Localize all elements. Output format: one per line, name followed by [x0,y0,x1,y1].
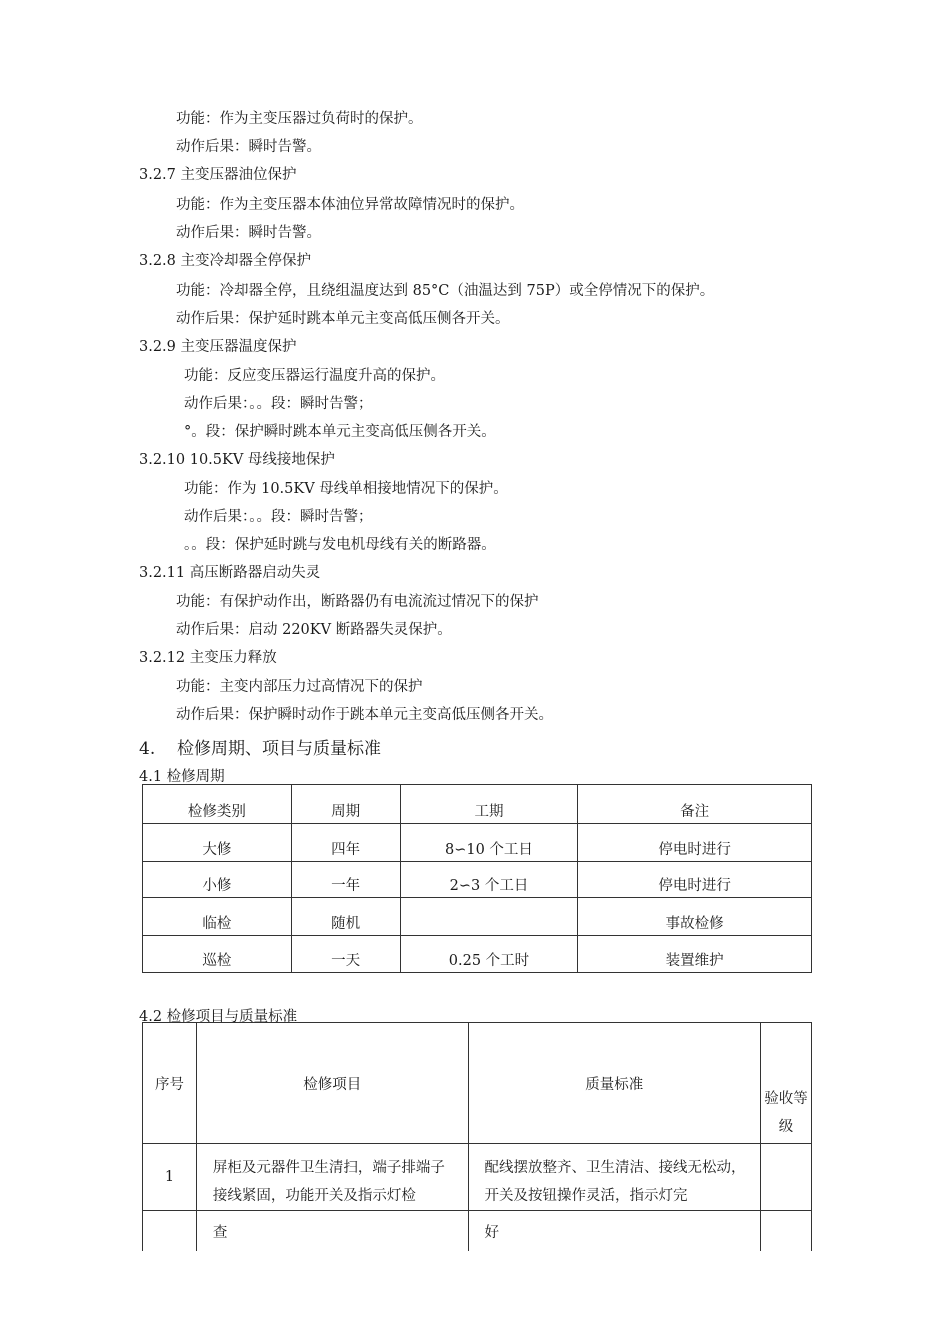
section-4-number: 4. [139,739,156,759]
table-row [143,1211,812,1252]
row-number: 1 [143,1144,197,1211]
section-3-2-8-heading: 3.2.8 主变冷却器全停保护 [139,253,312,269]
header-cell: 检修类别 [143,785,292,824]
text-line-11: 动作后果：。。段：瞬时告警； [184,396,373,412]
header-cell: 备注 [578,785,812,824]
table-cell: 2∽3 个工日 [400,862,578,898]
header-cell: 质量标准 [468,1023,761,1144]
text-line-5: 动作后果：瞬时告警。 [176,225,321,241]
text-line-1: 功能：作为主变压器过负荷时的保护。 [176,111,423,127]
table-row [143,824,812,862]
text-line-14: 功能：作为 10.5KV 母线单相接地情况下的保护。 [184,481,508,497]
table-cell: 临检 [143,898,292,936]
table-header-row [143,785,812,824]
text-line-10: 功能：反应变压器运行温度升高的保护。 [184,368,445,384]
table1-caption: 4.1 检修周期 [139,769,225,785]
table-header-row [143,1023,812,1144]
table-cell: 随机 [291,898,400,936]
maintenance-items-table [142,1022,812,1251]
text-line-4: 功能：作为主变压器本体油位异常故障情况时的保护。 [176,197,524,213]
table-cell: 停电时进行 [578,824,812,862]
header-cell: 周期 [291,785,400,824]
text-line-7: 功能：冷却器全停，且绕组温度达到 85°C（油温达到 75P）或全停情况下的保护。 [176,283,715,299]
table-cell: 一天 [291,936,400,973]
maintenance-cycle-table [142,784,812,973]
section-3-2-12-heading: 3.2.12 主变压力释放 [139,650,277,666]
table2-caption: 4.2 检修项目与质量标准 [139,1009,298,1025]
table-cell: 大修 [143,824,292,862]
text-line-12: °。段：保护瞬时跳本单元主变高低压侧各开关。 [184,424,496,440]
text-line-15: 动作后果：。。段：瞬时告警； [184,509,373,525]
table-row [143,898,812,936]
table-cell: 事故检修 [578,898,812,936]
section-3-2-11-heading: 3.2.11 高压断路器启动失灵 [139,565,321,581]
text-line-22: 动作后果：保护瞬时动作于跳本单元主变高低压侧各开关。 [176,707,553,723]
text-line-16: 。。段：保护延时跳与发电机母线有关的断路器。 [184,537,496,553]
acceptance-cell [761,1144,812,1211]
text-line-18: 功能：有保护动作出，断路器仍有电流流过情况下的保护 [176,594,539,610]
item-cell: 屏柜及元器件卫生清扫，端子排端子接线紧固，功能开关及指示灯检 [196,1144,468,1211]
table-cell [400,898,578,936]
table-row [143,862,812,898]
table-row [143,936,812,973]
table-cell: 一年 [291,862,400,898]
item-cell: 查 [196,1211,468,1252]
table-cell: 停电时进行 [578,862,812,898]
section-3-2-9-heading: 3.2.9 主变压器温度保护 [139,339,297,355]
text-line-19: 动作后果：启动 220KV 断路器失灵保护。 [176,622,452,638]
text-line-2: 动作后果：瞬时告警。 [176,139,321,155]
table-cell: 装置维护 [578,936,812,973]
table-cell [143,1211,197,1252]
section-4-heading [139,734,381,759]
table-cell: 8∽10 个工日 [400,824,578,862]
table-cell: 0.25 个工时 [400,936,578,973]
standard-cell: 配线摆放整齐、卫生清洁、接线无松动，开关及按钮操作灵活，指示灯完 [468,1144,761,1211]
table-cell: 巡检 [143,936,292,973]
text-line-8: 动作后果：保护延时跳本单元主变高低压侧各开关。 [176,311,510,327]
table-cell: 四年 [291,824,400,862]
section-3-2-10-heading: 3.2.10 10.5KV 母线接地保护 [139,452,335,468]
table-cell: 小修 [143,862,292,898]
section-3-2-7-heading: 3.2.7 主变压器油位保护 [139,167,297,183]
standard-cell: 好 [468,1211,761,1252]
table-row [143,1144,812,1211]
header-cell: 验收等级 [761,1023,812,1144]
text-line-21: 功能：主变内部压力过高情况下的保护 [176,679,423,695]
section-4-title: 检修周期、项目与质量标准 [177,739,381,759]
acceptance-cell [761,1211,812,1252]
header-cell: 检修项目 [196,1023,468,1144]
header-cell: 工期 [400,785,578,824]
header-cell: 序号 [143,1023,197,1144]
